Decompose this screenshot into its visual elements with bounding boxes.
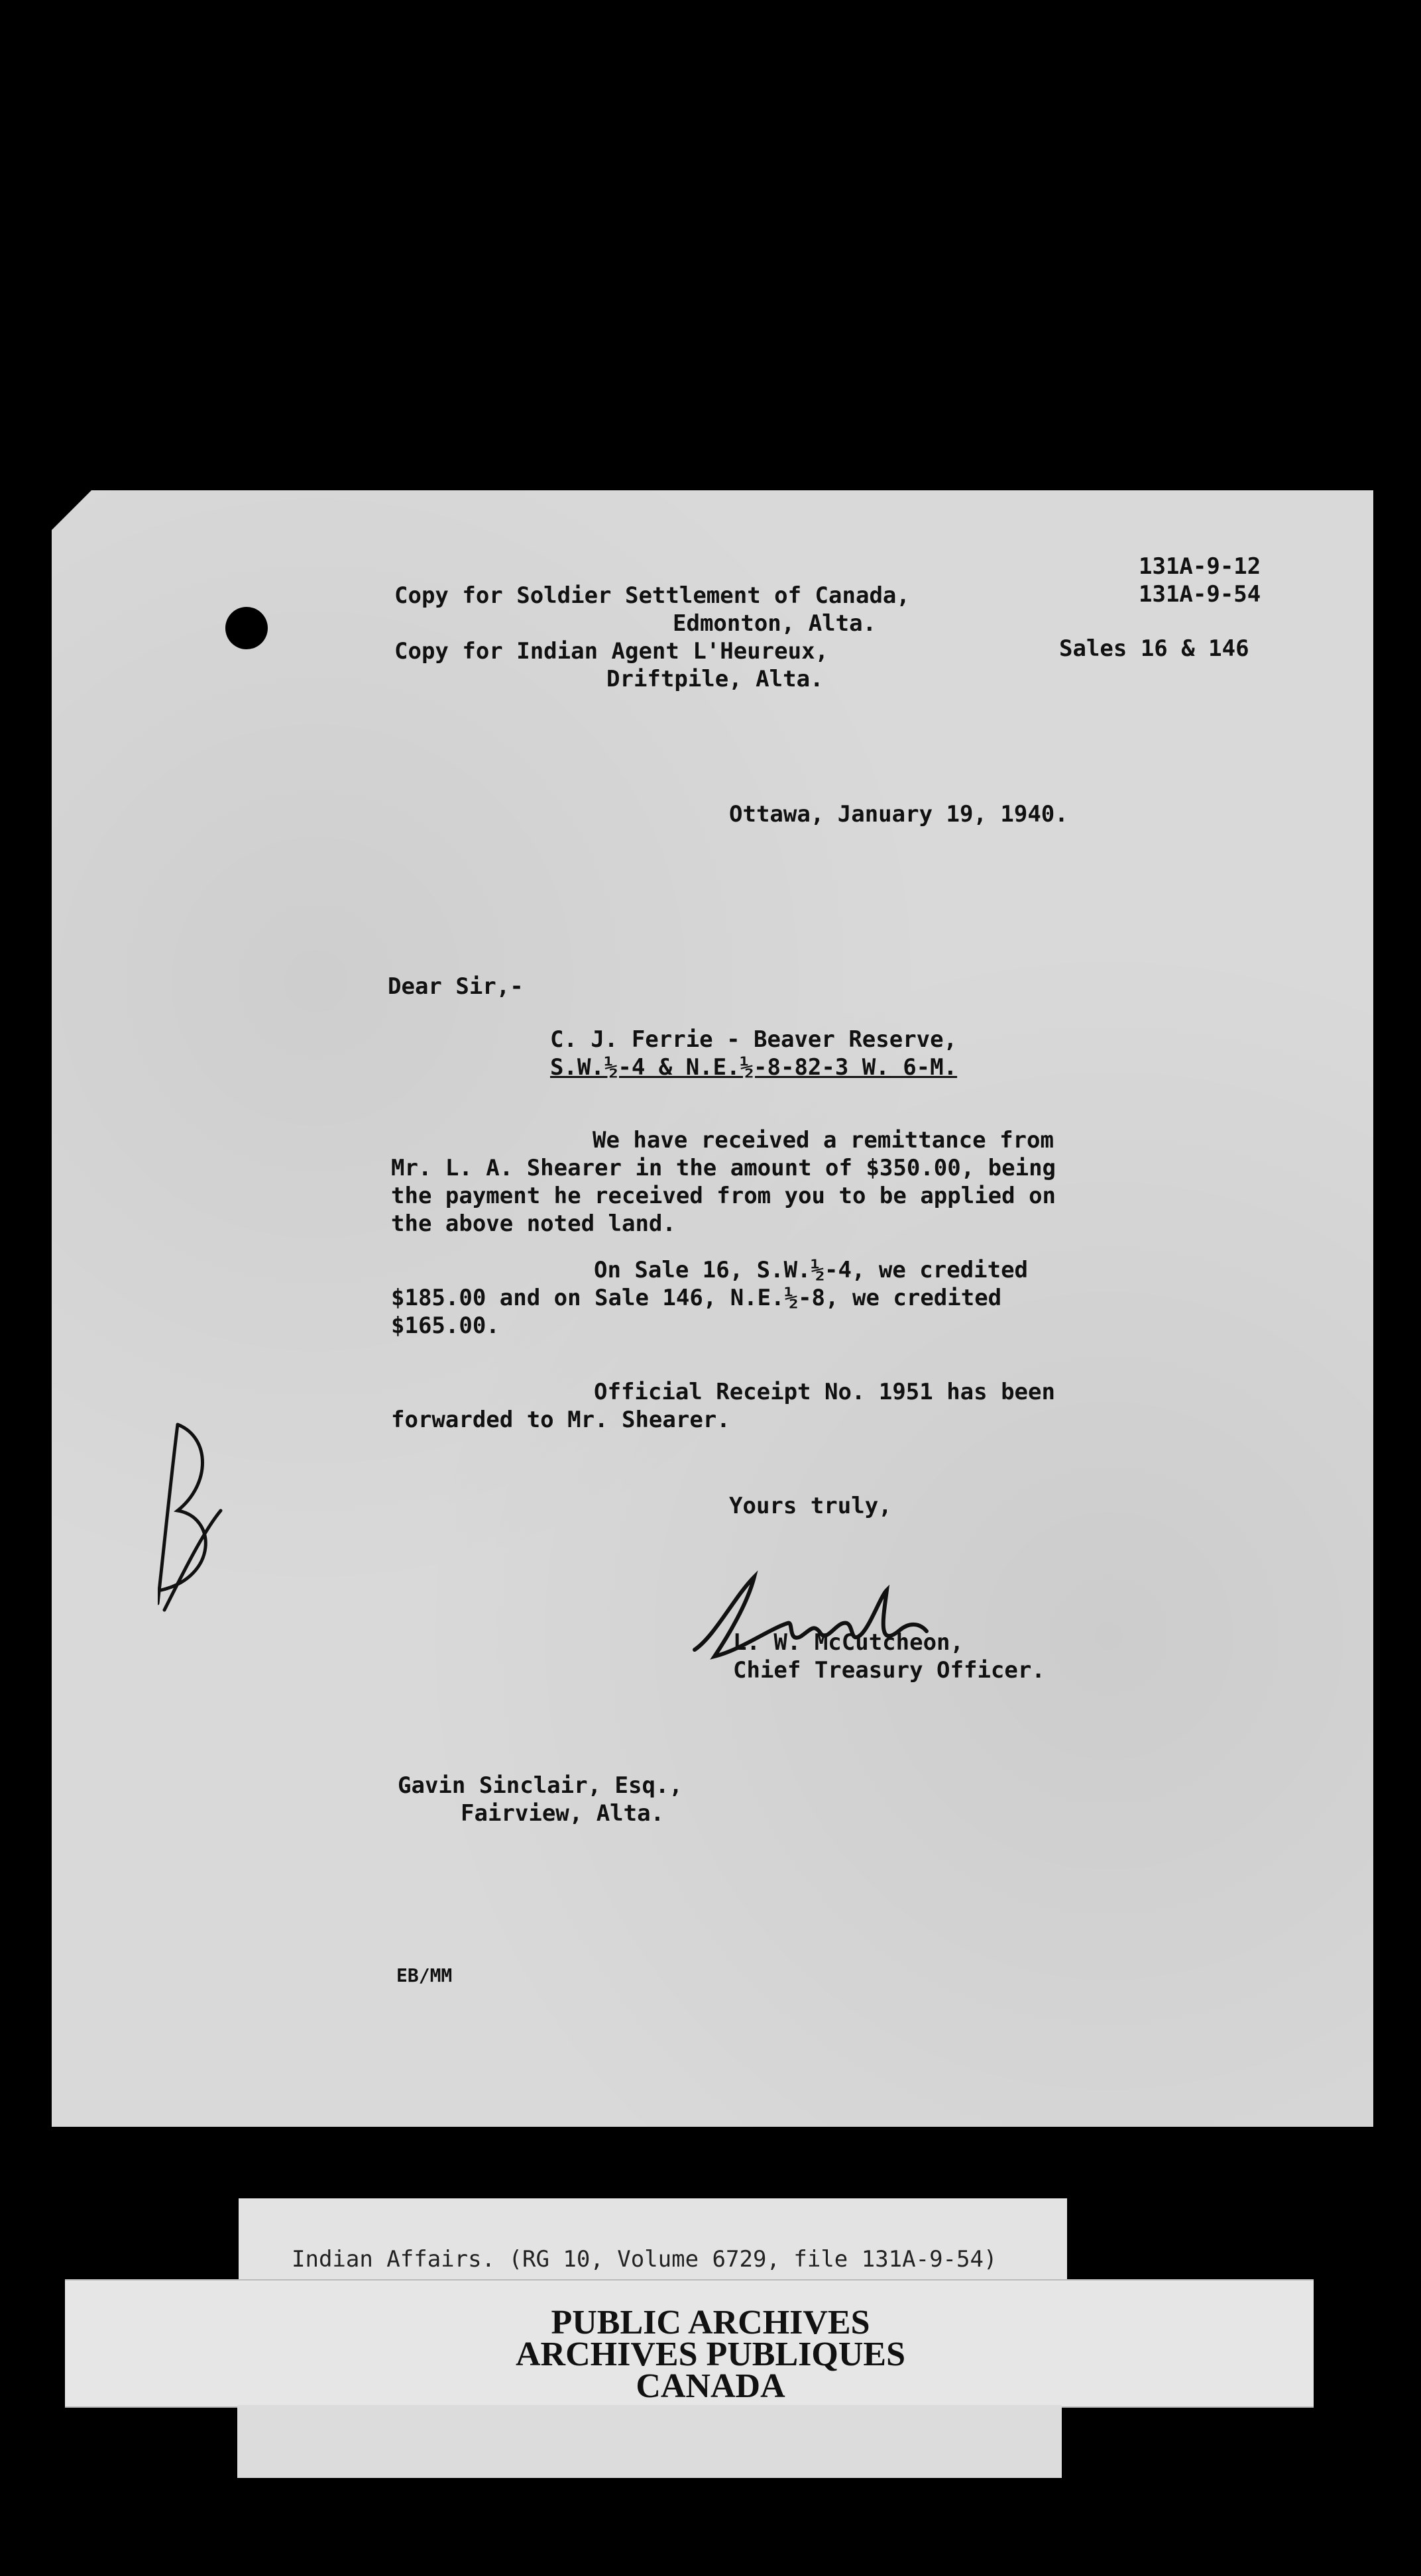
paragraph-3-line-1: Official Receipt No. 1951 has been [594,1379,1055,1405]
copy-city-1: Edmonton, Alta. [673,610,877,637]
corner-fold [52,490,91,530]
signatory-name: L. W. McCutcheon, [733,1629,964,1656]
paragraph-1-line-2: Mr. L. A. Shearer in the amount of $350.00, being [391,1155,1056,1181]
paragraph-2-line-2: $185.00 and on Sale 146, N.E.½-8, we credited [391,1285,1002,1311]
punch-hole [225,607,268,649]
file-ref-2: 131A-9-54 [1139,581,1261,608]
letter-page [52,490,1373,2127]
paragraph-1-line-1: We have received a remittance from [593,1127,1054,1154]
subject-line-1: C. J. Ferrie - Beaver Reserve, [550,1026,958,1053]
archive-stamp-line-3: CANADA [636,2367,785,2405]
signatory-title: Chief Treasury Officer. [733,1657,1045,1684]
archive-stamp-line-2: ARCHIVES PUBLIQUES [515,2335,906,2373]
paragraph-2-line-3: $165.00. [391,1313,500,1339]
dateline: Ottawa, January 19, 1940. [729,801,1068,828]
archive-stamp-line-1: PUBLIC ARCHIVES [551,2304,870,2341]
typist-initials: EB/MM [396,1964,453,1986]
archive-stamp-lower [237,2405,1062,2478]
paragraph-1-line-3: the payment he received from you to be applied on [391,1183,1056,1209]
paragraph-1-line-4: the above noted land. [391,1210,676,1237]
addressee-name: Gavin Sinclair, Esq., [398,1772,683,1799]
handwritten-margin-mark [158,1411,224,1623]
copy-line-1: Copy for Soldier Settlement of Canada, [394,582,910,609]
paragraph-2-line-1: On Sale 16, S.W.½-4, we credited [594,1257,1029,1283]
file-ref-1: 131A-9-12 [1139,553,1261,580]
addressee-city: Fairview, Alta. [461,1800,665,1827]
copy-line-2: Copy for Indian Agent L'Heureux, [394,638,829,665]
paragraph-3-line-2: forwarded to Mr. Shearer. [391,1407,730,1433]
sales-ref: Sales 16 & 146 [1059,635,1249,662]
copy-city-2: Driftpile, Alta. [606,666,824,692]
salutation: Dear Sir,- [388,973,524,1000]
archive-label-text: Indian Affairs. (RG 10, Volume 6729, file 131A-9-54) [292,2246,997,2273]
subject-line-2: S.W.½-4 & N.E.½-8-82-3 W. 6-M. [550,1054,958,1081]
closing: Yours truly, [729,1493,892,1519]
